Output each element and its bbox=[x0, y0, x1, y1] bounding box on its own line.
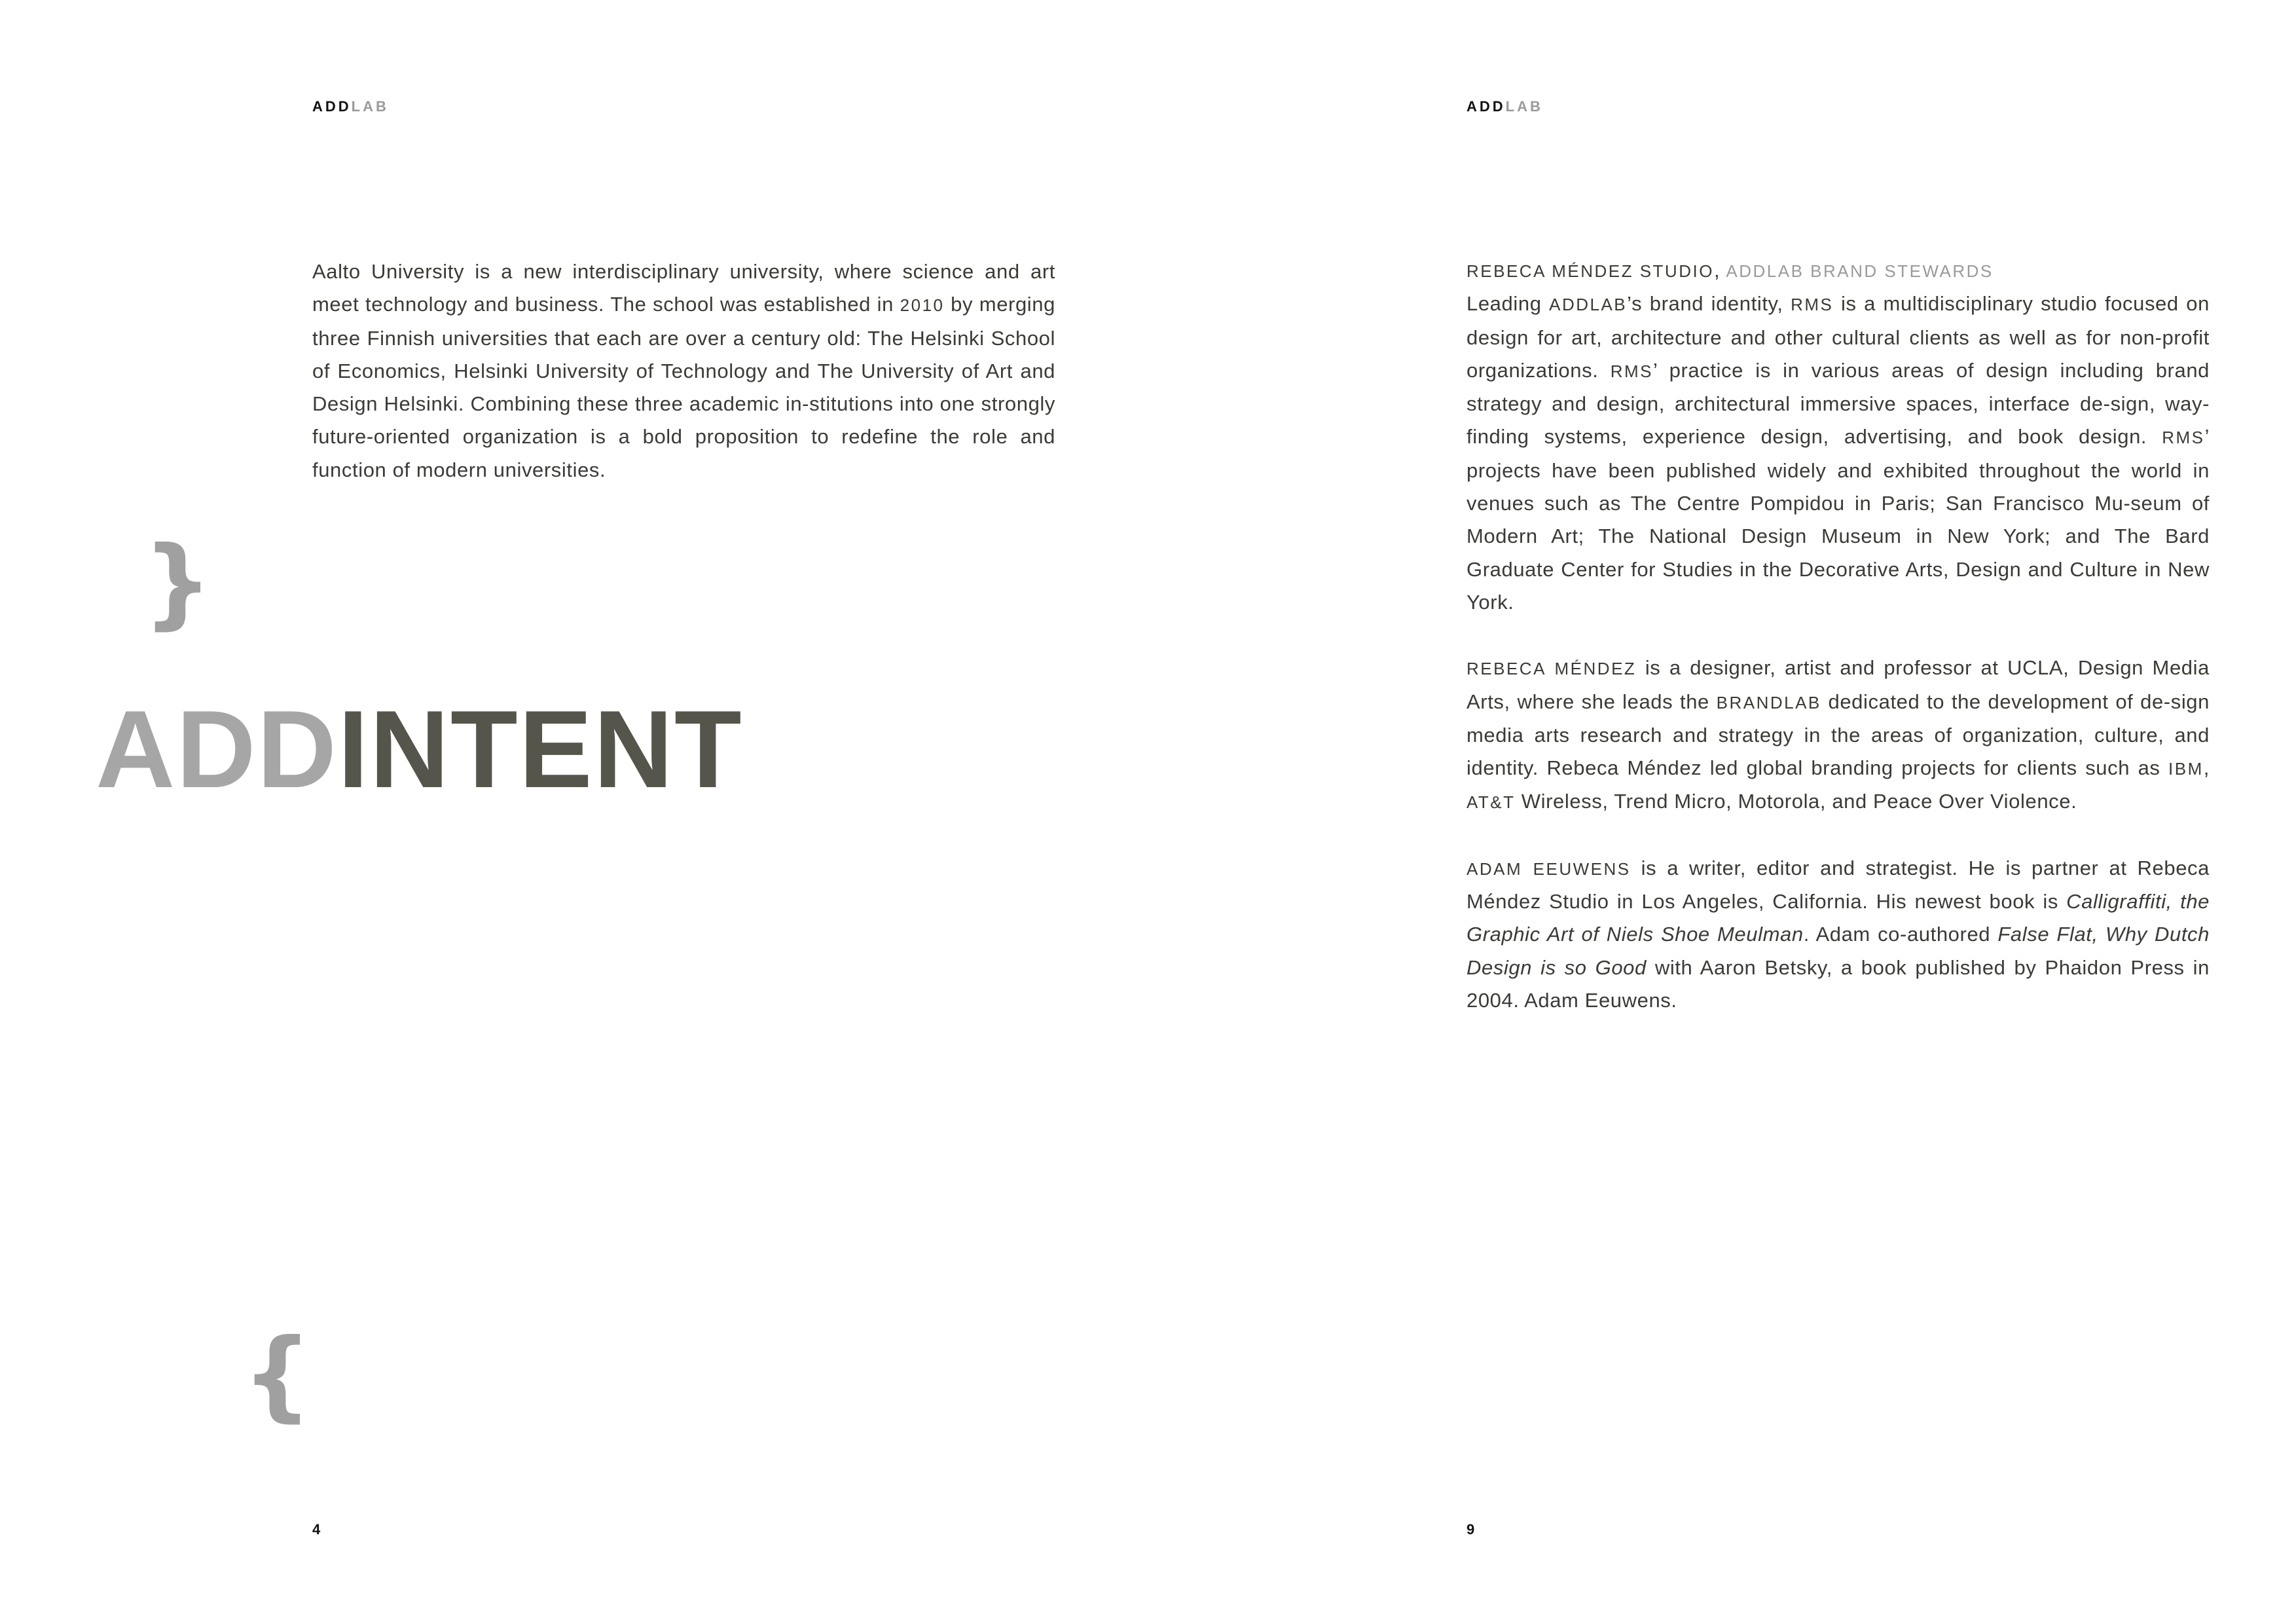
intro-text-2: by merging three Finnish universities that each are over a century old: The Helsinki School of Economics, Helsinki University of Technology and The University of Art and Design Helsinki. Combining these three academic in-stitutions into one strongly future-oriented organization is a bold proposition to redefine the role and function of modern universities. bbox=[312, 293, 1055, 481]
studio-paragraph bbox=[1467, 287, 2210, 619]
text-run: is a writer, editor and strategist. He is partner at Rebeca Méndez Studio in Los Angeles, California. His newest book is bbox=[1467, 856, 2210, 913]
rms-smallcaps: RMS bbox=[1791, 295, 1834, 315]
brandlab-smallcaps: BRANDLAB bbox=[1716, 692, 1821, 712]
running-head bbox=[1467, 98, 1543, 115]
text-run: dedicated to the development of de-sign media arts research and strategy in the areas of organization, culture, and identity. Rebeca Méndez led global branding projects for clients such as bbox=[1467, 690, 2210, 780]
text-run: , bbox=[2203, 756, 2210, 780]
paragraph-gap bbox=[1467, 619, 2210, 652]
text-run: ’ projects have been published widely and exhibited throughout the world in venues such as The Centre Pompidou in Paris; San Francisco Mu-seum of Modern Art; The National Design Museum in New York; and The Bard Graduate Center for Studies in the Decorative Arts, Design and Culture in New York. bbox=[1467, 425, 2210, 614]
studio-role: ADDLAB BRAND STEWARDS bbox=[1726, 261, 1994, 281]
adam-bio-paragraph bbox=[1467, 852, 2210, 1017]
text-run: Wireless, Trend Micro, Motorola, and Peace Over Violence. bbox=[1515, 790, 2077, 813]
studio-name: REBECA MÉNDEZ STUDIO bbox=[1467, 261, 1714, 281]
addlab-smallcaps: ADDLAB bbox=[1549, 295, 1628, 315]
opening-brace: { bbox=[242, 1318, 312, 1432]
rms-smallcaps: RMS bbox=[1610, 361, 1653, 381]
closing-brace: } bbox=[143, 526, 213, 640]
att-smallcaps: AT&T bbox=[1467, 792, 1516, 813]
running-head-lab: LAB bbox=[351, 98, 389, 115]
studio-heading-separator: , bbox=[1713, 259, 1726, 282]
right-page bbox=[1148, 0, 2296, 1624]
page-number: 4 bbox=[312, 1521, 321, 1538]
text-run: ’ practice is in various areas of design including brand strategy and design, architectural immersive spaces, interface de-sign, way-finding systems, experience design, advertising, and book design. bbox=[1467, 358, 2210, 449]
running-head-lab: LAB bbox=[1505, 98, 1543, 115]
book-title-calligraffiti: Calligraffiti, the Graphic Art of Niels Shoe Meulman bbox=[1467, 890, 2210, 946]
text-run: is a multidisciplinary studio focused on design for art, architecture and other cultural clients as well as for non-profit organizations. bbox=[1467, 292, 2210, 382]
headline-addintent bbox=[96, 688, 743, 811]
studio-heading bbox=[1467, 254, 2210, 287]
text-run: . Adam co-authored bbox=[1803, 923, 1998, 946]
text-run: with Aaron Betsky, a book published by Phaidon Press in 2004. Adam Eeuwens. bbox=[1467, 955, 2210, 1012]
running-head-add: ADD bbox=[1467, 98, 1506, 115]
rebeca-name: REBECA MÉNDEZ bbox=[1467, 659, 1637, 679]
adam-name: ADAM EEUWENS bbox=[1467, 858, 1631, 879]
paragraph-gap bbox=[1467, 819, 2210, 852]
book-title-false-flat: False Flat, Why Dutch Design is so Good bbox=[1467, 923, 2210, 979]
rms-smallcaps: RMS bbox=[2162, 428, 2205, 448]
studio-text-column bbox=[1467, 254, 2210, 1017]
running-head-add: ADD bbox=[312, 98, 352, 115]
headline-add: ADD bbox=[96, 688, 338, 811]
text-run: ’s brand identity, bbox=[1627, 292, 1791, 316]
ibm-smallcaps: IBM bbox=[2168, 759, 2204, 779]
intro-text-1: Aalto University is a new interdisciplinary university, where science and art meet technology and business. The school was established in bbox=[312, 260, 1055, 316]
headline-intent: INTENT bbox=[337, 688, 743, 811]
page-number: 9 bbox=[1467, 1521, 1475, 1538]
text-run: Leading bbox=[1467, 292, 1550, 316]
text-run: is a designer, artist and professor at UCLA, Design Media Arts, where she leads the bbox=[1467, 656, 2210, 713]
running-head bbox=[312, 98, 389, 115]
intro-paragraph bbox=[312, 255, 1055, 487]
rebeca-bio-paragraph bbox=[1467, 652, 2210, 819]
intro-year: 2010 bbox=[900, 295, 945, 316]
